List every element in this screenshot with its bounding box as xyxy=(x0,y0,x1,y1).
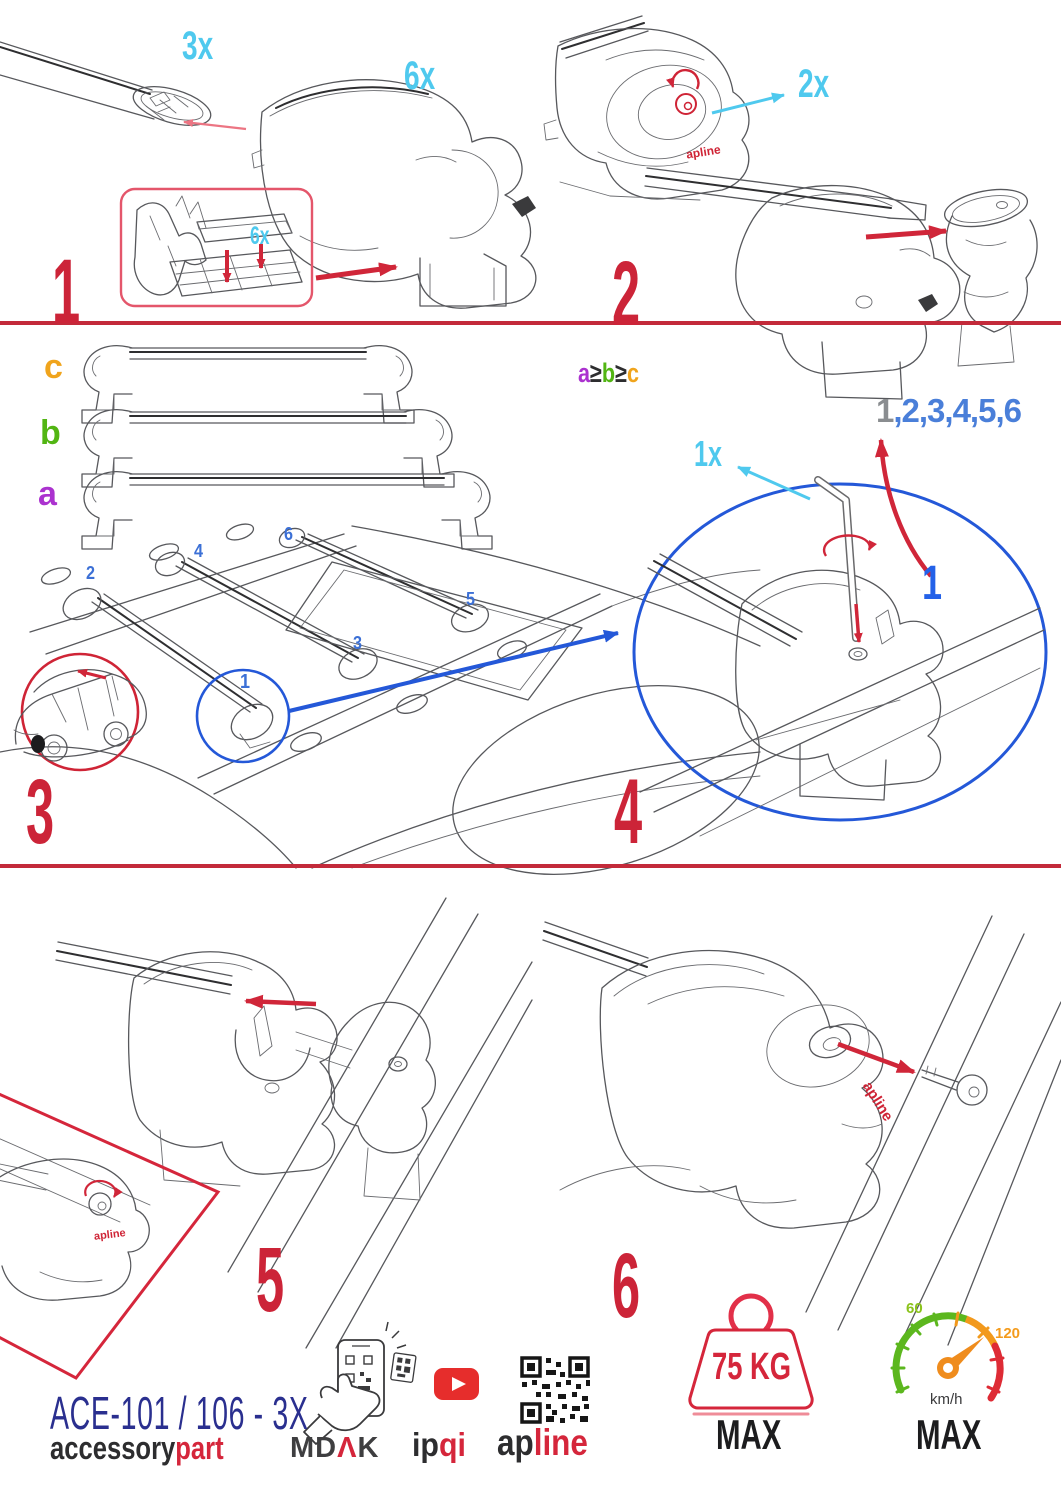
speed-unit-label: km/h xyxy=(930,1391,963,1408)
mdak-logo-lambda: Λ xyxy=(337,1432,358,1464)
step1-foot-illustration xyxy=(252,80,536,308)
crossbar-quantity-label: 3x xyxy=(182,24,214,68)
step2-upper-foot-illustration xyxy=(544,16,749,200)
step6-number: 6 xyxy=(612,1235,639,1337)
step3-roof-scene-illustration xyxy=(0,521,782,908)
formula-gte1: ≥ xyxy=(590,358,602,388)
step2-arrows xyxy=(712,95,946,237)
speed-tick-low-label: 60 xyxy=(906,1300,923,1317)
step3-crossbar-b-illustration xyxy=(82,410,454,487)
step4-position-callout: 1 xyxy=(922,557,943,610)
formula-c: c xyxy=(626,358,639,388)
step2-lower-assembly-illustration xyxy=(645,168,960,399)
youtube-icon[interactable] xyxy=(434,1368,479,1400)
formula-b: b xyxy=(601,358,616,388)
load-limit-value: 75 KG xyxy=(712,1346,792,1388)
size-label-a: a xyxy=(38,475,57,513)
tighten-sequence xyxy=(876,394,1021,427)
ipqi-logo-red: qi xyxy=(438,1426,466,1463)
formula-gte2: ≥ xyxy=(615,358,627,388)
step4-number: 4 xyxy=(614,761,641,863)
formula-a: a xyxy=(578,358,591,388)
speed-max-label: MAX xyxy=(916,1411,982,1458)
section-divider-bottom xyxy=(0,864,1061,868)
size-label-b: b xyxy=(40,414,61,452)
apline-brand-mark-step6: apline xyxy=(858,1078,897,1125)
step1-pad-inset xyxy=(121,189,312,306)
size-rule-formula xyxy=(578,360,639,387)
accessorypart-logo-red: part xyxy=(175,1430,224,1466)
position-label-5: 5 xyxy=(466,589,476,609)
speed-tick-high-label: 120 xyxy=(995,1325,1021,1342)
section-divider-top xyxy=(0,321,1061,325)
apline-logo-red: line xyxy=(533,1422,588,1463)
step3-number: 3 xyxy=(26,761,53,863)
scan-qr-hand-icon xyxy=(304,1322,416,1444)
size-label-c: c xyxy=(44,348,63,386)
step5-number: 5 xyxy=(256,1229,283,1331)
step5-scene-illustration xyxy=(56,898,532,1348)
position-label-1: 1 xyxy=(240,671,251,693)
position-label-2: 2 xyxy=(86,563,96,583)
hex-key-quantity-label: 1x xyxy=(694,433,723,474)
step1-number: 1 xyxy=(52,241,79,343)
position-label-4: 4 xyxy=(194,541,204,561)
position-label-3: 3 xyxy=(353,633,363,653)
accessorypart-logo-black: accessory xyxy=(50,1430,176,1466)
load-max-label: MAX xyxy=(716,1411,782,1458)
ipqi-logo xyxy=(412,1428,466,1461)
sequence-first-number: 1 xyxy=(876,392,894,429)
mdak-logo-md: MD xyxy=(290,1432,338,1464)
apline-logo-black: ap xyxy=(497,1422,534,1463)
mdak-logo xyxy=(290,1434,379,1463)
foot-quantity-label: 6x xyxy=(404,54,436,98)
step4-arrows xyxy=(738,440,931,576)
qr-code-icon xyxy=(522,1358,590,1423)
apline-brand-mark-step2: apline xyxy=(685,142,722,162)
apline-logo xyxy=(497,1424,588,1461)
model-code: ACE-101 / 106 - 3X xyxy=(50,1387,309,1439)
ipqi-logo-black: ip xyxy=(412,1426,439,1463)
sequence-rest: ,2,3,4,5,6 xyxy=(893,392,1021,429)
mdak-logo-k: K xyxy=(357,1432,380,1464)
position-label-6: 6 xyxy=(284,524,294,544)
apline-brand-mark-step5: apline xyxy=(93,1227,127,1243)
lock-knob-quantity-label: 2x xyxy=(798,62,830,106)
step2-number: 2 xyxy=(612,243,639,345)
accessorypart-logo xyxy=(50,1432,224,1464)
pad-quantity-label: 6x xyxy=(250,222,270,250)
step3-car-inset-illustration xyxy=(14,654,146,770)
